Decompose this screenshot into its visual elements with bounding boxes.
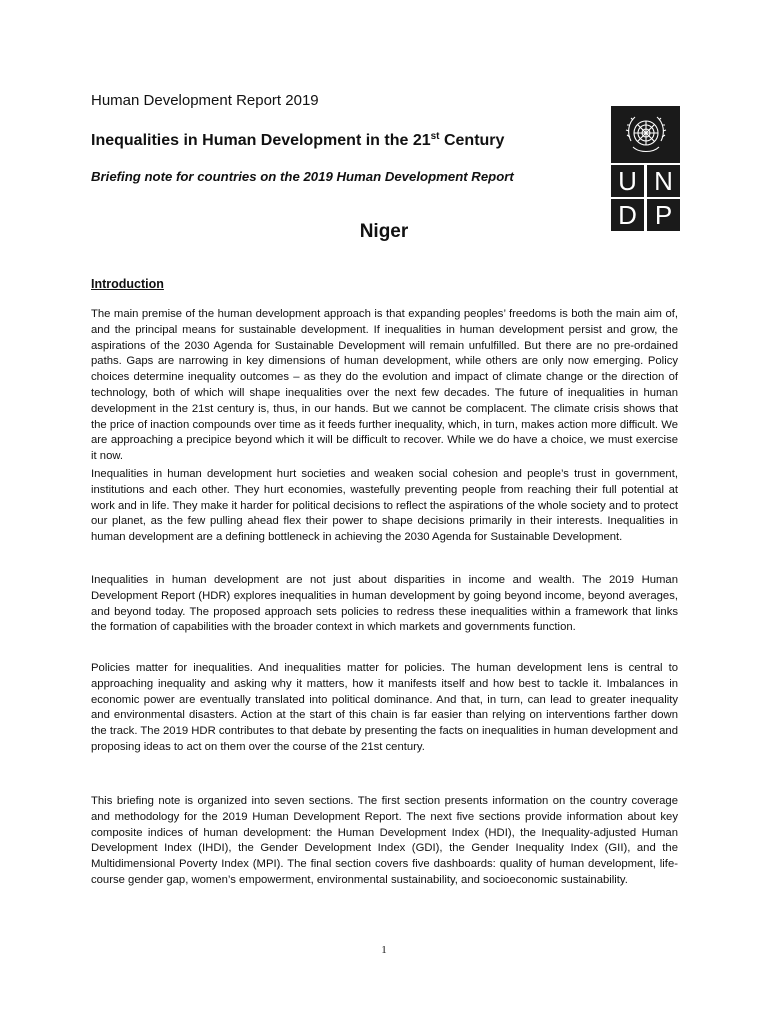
paragraph-1: The main premise of the human development approach is that expanding peoples’ freedoms is both the main aim of, and the principal means for sustainable development. If inequalities in human development persist and grow, the aspirations of the 2030 Agenda for Sustainable Development will remain unfulfilled. But there are no pre-ordained paths. Gaps are narrowing in key dimensions of human development, while others are only now emerging. Policy choices determine inequality outcomes – as they do the evolution and impact of climate change or the direction of technology, both of which will shape inequalities over the next few decades. The future of inequalities in human development in the 21st century is, thus, in our hands. But we cannot be complacent. The climate crisis shows that the price of inaction compounds over time as it feeds further inequality, which, in turn, makes action more difficult. We are approaching a precipice beyond which it will be difficult to recover. While we do have a choice, we must exercise it now.	[91, 308, 678, 463]
document-title	[91, 131, 591, 151]
undp-logo	[611, 106, 680, 230]
title-superscript: st	[430, 131, 440, 142]
logo-letter-d: D	[611, 199, 644, 231]
paragraph-4: Policies matter for inequalities. And inequalities matter for policies. The human development lens is central to approaching inequality and asking why it matters, how it manifests itself and how best to tackle it. Imbalances in economic power are eventually translated into political dominance. And that, in turn, can lead to greater inequality and environmental disasters. Action at the start of this chain is far easier than relying on interventions farther down the track. The 2019 HDR contributes to that debate by presenting the facts on inequalities in human development and proposing ideas to act on them over the course of the 21st century.	[91, 662, 678, 753]
logo-letter-p: P	[647, 199, 680, 231]
section-heading-introduction: Introduction	[91, 277, 164, 291]
title-main: Inequalities in Human Development in the 21	[91, 132, 431, 149]
page-number: 1	[381, 944, 387, 956]
title-end: Century	[439, 132, 505, 149]
paragraph-3: Inequalities in human development are not just about disparities in income and wealth. The 2019 Human Development Report (HDR) explores inequalities in human development by going beyond income, beyond averages, and beyond today. The proposed approach sets policies to redress these inequalities within a framework that links the formation of capabilities with the broader context in which markets and governments function.	[91, 574, 678, 634]
report-label: Human Development Report 2019	[91, 92, 319, 109]
logo-letter-n: N	[647, 165, 680, 197]
logo-letter-u: U	[611, 165, 644, 197]
document-subtitle: Briefing note for countries on the 2019 Human Development Report	[91, 169, 514, 184]
paragraph-5: This briefing note is organized into seven sections. The first section presents information on the country coverage and methodology for the 2019 Human Development Report. The next five sections provide information about key composite indices of human development: the Human Development Index (HDI), the Inequality-adjusted Human Development Index (IHDI), the Gender Development Index (GDI), the Gender Inequality Index (GII), and the Multidimensional Poverty Index (MPI). The final section covers five dashboards: quality of human development, life-course gender gap, women’s empowerment, environmental sustainability, and socioeconomic sustainability.	[91, 795, 678, 886]
un-emblem-icon	[611, 106, 680, 163]
paragraph-2: Inequalities in human development hurt societies and weaken social cohesion and people’s trust in government, institutions and each other. They hurt economies, wastefully preventing people from reaching their full potential at work and in life. They make it harder for political decisions to reflect the aspirations of the whole society and to protect our planet, as the few pulling ahead flex their power to shape decisions primarily in their interests. Inequalities in human development are a defining bottleneck in achieving the 2030 Agenda for Sustainable Development.	[91, 468, 678, 544]
country-name: Niger	[359, 221, 409, 242]
